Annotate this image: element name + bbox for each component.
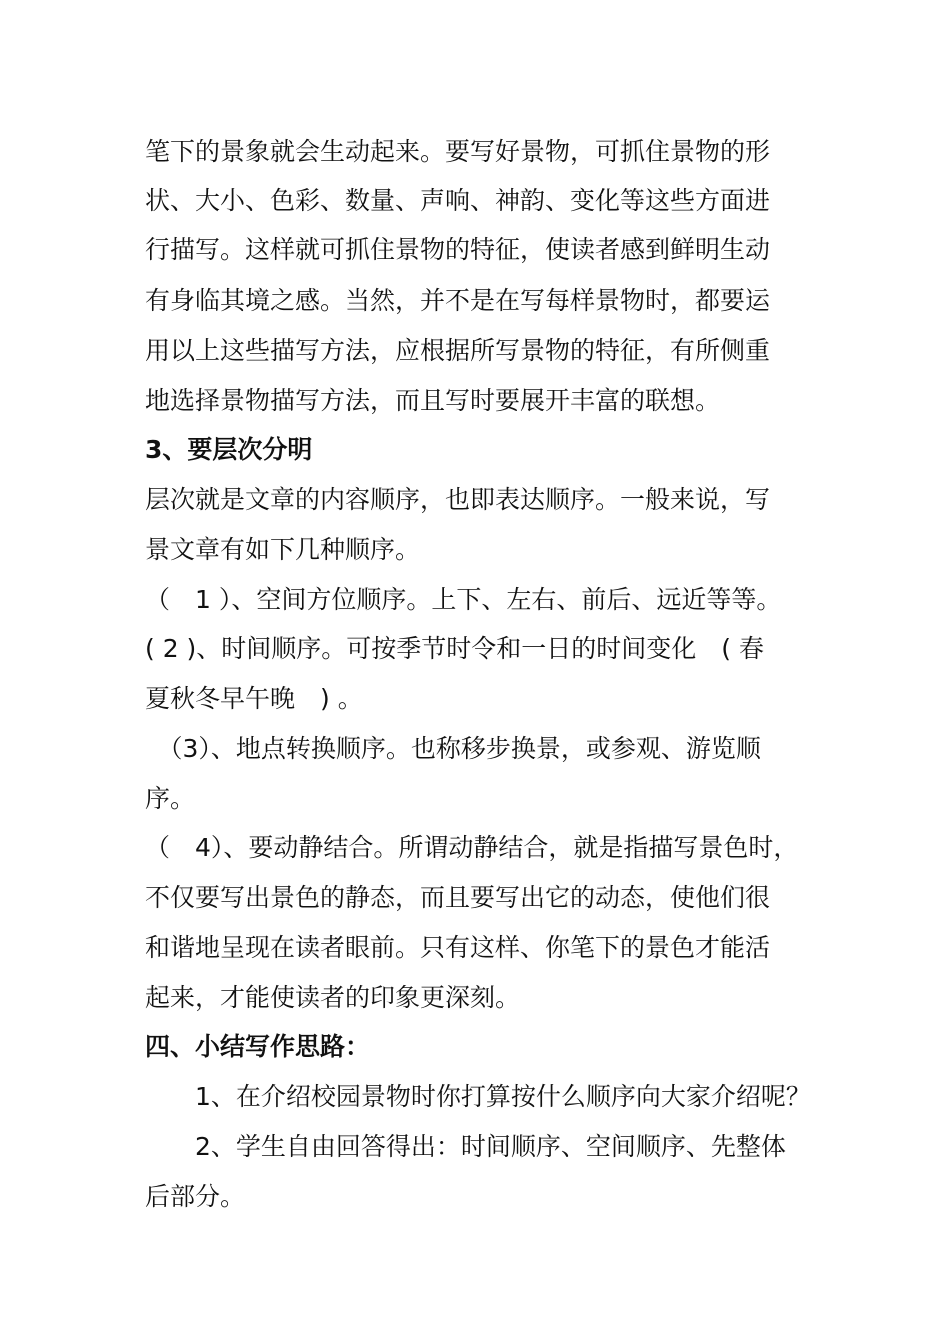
list-item-line: （ 4）、要动静结合。所谓动静结合，就是指描写景色时， xyxy=(145,833,799,862)
paragraph-line: 状、大小、色彩、数量、声响、神韵、变化等这些方面进 xyxy=(145,186,771,215)
paragraph-line: 行描写。这样就可抓住景物的特征，使读者感到鲜明生动 xyxy=(145,235,771,264)
list-item-line: ( 2 )、时间顺序。可按季节时令和一日的时间变化 ( 春 xyxy=(145,634,765,663)
paragraph-line: 不仅要写出景色的静态，而且要写出它的动态，使他们很 xyxy=(145,883,771,912)
list-item-line: 夏秋冬早午晚 ) 。 xyxy=(145,684,363,713)
list-item-line: 1、在介绍校园景物时你打算按什么顺序向大家介绍呢？ xyxy=(145,1082,811,1111)
section-heading: 四、小结写作思路： xyxy=(145,1032,371,1061)
list-item-line: （3）、地点转换顺序。也称移步换景，或参观、游览顺 xyxy=(145,734,761,763)
list-item-line: （ 1 ）、空间方位顺序。上下、左右、前后、远近等等。 xyxy=(145,585,782,614)
paragraph-line: 层次就是文章的内容顺序，也即表达顺序。一般来说，写 xyxy=(145,485,771,514)
paragraph-line: 起来，才能使读者的印象更深刻。 xyxy=(145,983,521,1012)
paragraph-line: 用以上这些描写方法，应根据所写景物的特征，有所侧重 xyxy=(145,336,771,365)
list-item-line: 2、学生自由回答得出：时间顺序、空间顺序、先整体 xyxy=(145,1132,786,1161)
paragraph-line: 景文章有如下几种顺序。 xyxy=(145,535,421,564)
paragraph-line: 有身临其境之感。当然，并不是在写每样景物时，都要运 xyxy=(145,286,771,315)
section-heading: 3、要层次分明 xyxy=(145,435,313,464)
list-item-line: 序。 xyxy=(145,784,196,813)
paragraph-line: 地选择景物描写方法，而且写时要展开丰富的联想。 xyxy=(145,386,721,415)
paragraph-line: 后部分。 xyxy=(145,1182,246,1211)
paragraph-line: 和谐地呈现在读者眼前。只有这样、你笔下的景色才能活 xyxy=(145,933,771,962)
paragraph-line: 笔下的景象就会生动起来。要写好景物，可抓住景物的形 xyxy=(145,137,771,166)
